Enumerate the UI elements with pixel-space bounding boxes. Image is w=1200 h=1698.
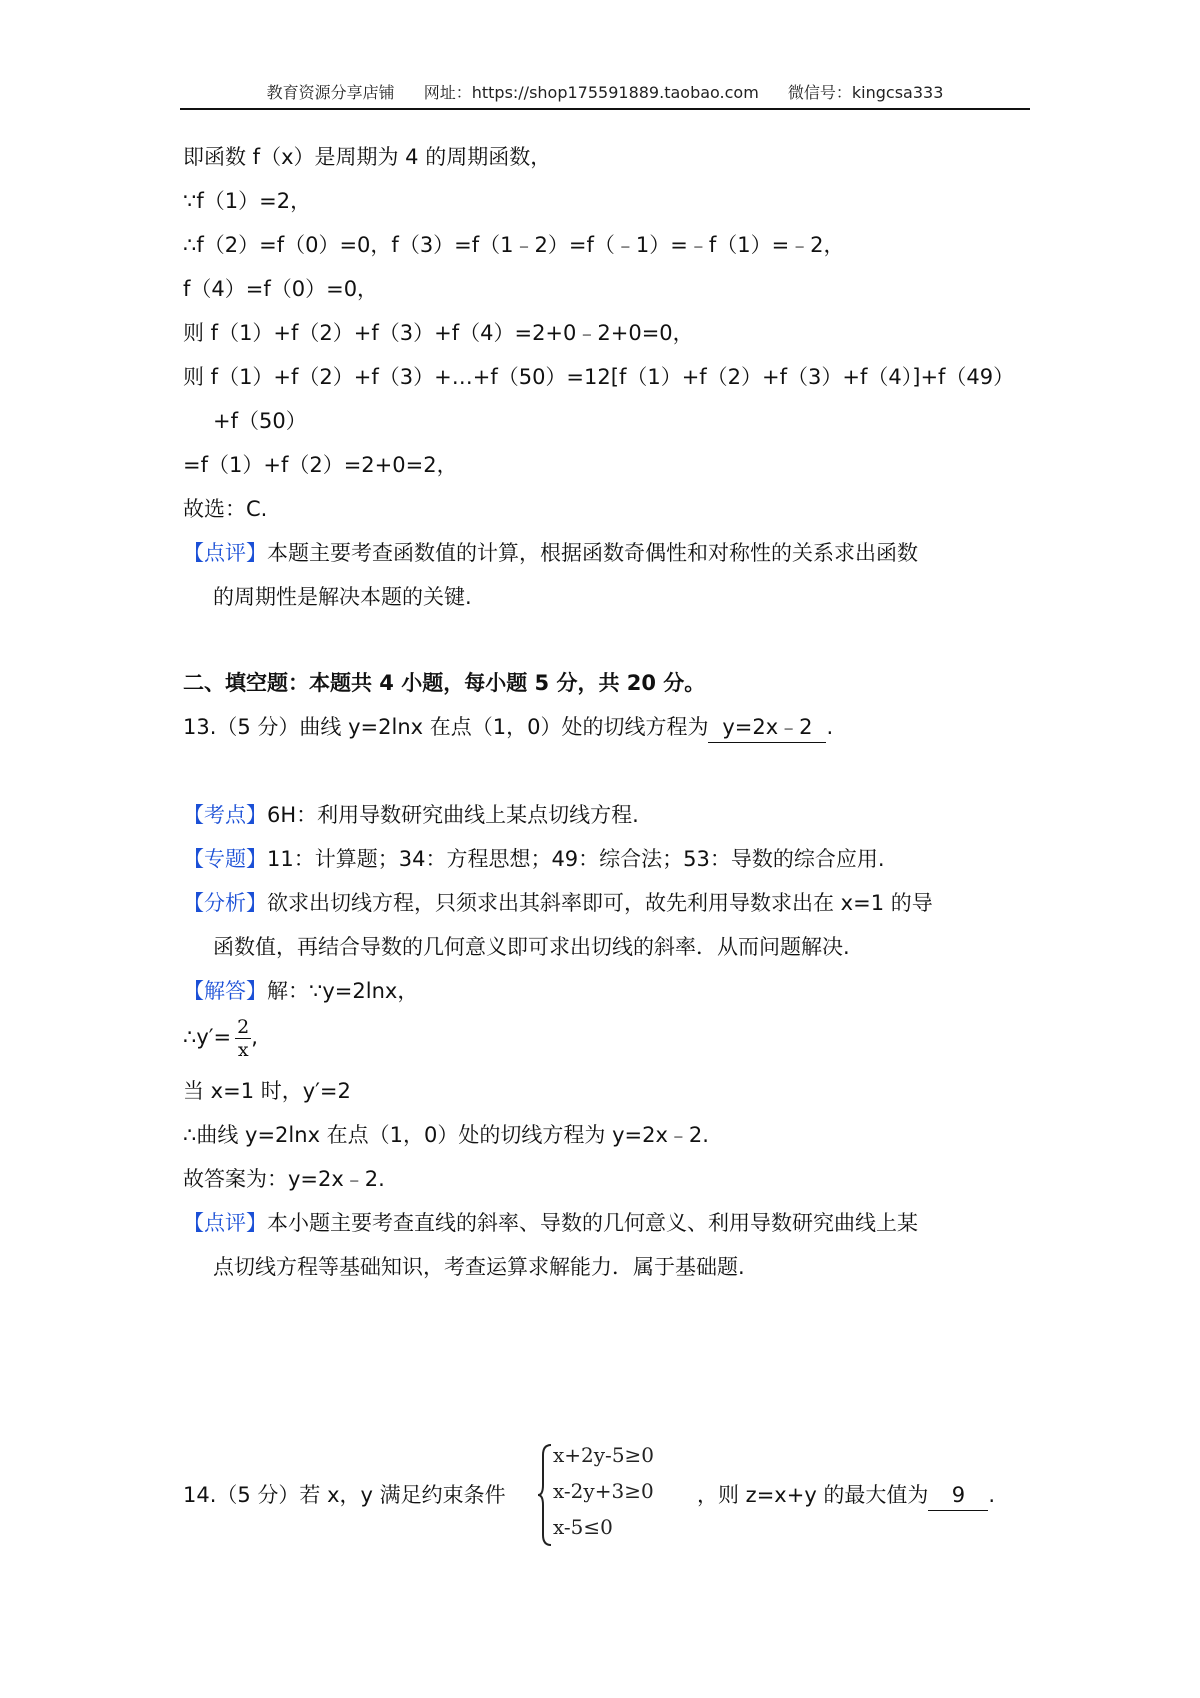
deriv-prefix: ∴y′= [183, 1025, 232, 1049]
jieda-text: 解：∵y=2lnx， [267, 979, 419, 1003]
q14-tail-text: ，则 z=x+y 的最大值为 [697, 1483, 929, 1507]
kaodian-tag: 【考点】 [183, 803, 267, 827]
q13-answer: y=2x﹣2 [708, 712, 826, 743]
q14-stem: 14.（5 分）若 x，y 满足约束条件 [183, 1483, 506, 1507]
review-block [183, 538, 918, 568]
kaodian-text: 6H：利用导数研究曲线上某点切线方程. [267, 803, 639, 827]
review-tag: 【点评】 [183, 541, 267, 565]
zhuanti-tag: 【专题】 [183, 847, 267, 871]
q13-stem: 13.（5 分）曲线 y=2lnx 在点（1，0）处的切线方程为 [183, 715, 709, 739]
solution-line: =f（1）+f（2）=2+0=2， [183, 453, 458, 477]
fraction-numerator: 2 [237, 1015, 250, 1038]
fenxi-text-cont: 函数值，再结合导数的几何意义即可求出切线的斜率．从而问题解决. [213, 935, 850, 959]
shop-url[interactable]: 网址：https://shop175591889.taobao.com [423, 83, 759, 102]
q14-tail [697, 1480, 995, 1511]
header-rule [180, 108, 1030, 110]
solution-line: f（4）=f（0）=0， [183, 277, 379, 301]
solution-line: ∴f（2）=f（0）=0，f（3）=f（1﹣2）=f（﹣1）=﹣f（1）=﹣2， [183, 233, 845, 257]
zhuanti-line [183, 844, 885, 874]
solution-step: 当 x=1 时，y′=2 [183, 1079, 351, 1103]
review-text-cont: 的周期性是解决本题的关键. [213, 585, 472, 609]
solution-step: ∴曲线 y=2lnx 在点（1，0）处的切线方程为 y=2x﹣2. [183, 1123, 709, 1147]
deriv-suffix: , [251, 1025, 258, 1049]
dianping-line [183, 1208, 918, 1238]
q14-answer: 9 [928, 1480, 988, 1511]
fenxi-line [183, 888, 933, 918]
jieda-line [183, 976, 418, 1006]
constraint-2: x-2y+3≥0 [553, 1479, 654, 1503]
fenxi-text: 欲求出切线方程，只须求出其斜率即可，故先利用导数求出在 x=1 的导 [267, 891, 933, 915]
solution-line: 则 f（1）+f（2）+f（3）+…+f（50）=12[f（1）+f（2）+f（3）+f（4）]+f（49） [183, 365, 1015, 389]
solution-line: +f（50） [213, 409, 307, 433]
section-heading: 二、填空题：本题共 4 小题，每小题 5 分，共 20 分。 [183, 671, 706, 695]
zhuanti-text: 11：计算题；34：方程思想；49：综合法；53：导数的综合应用. [267, 847, 885, 871]
constraint-system [537, 1443, 697, 1547]
constraint-3: x-5≤0 [553, 1515, 613, 1539]
shop-name: 教育资源分享店铺 [266, 83, 395, 102]
constraint-1: x+2y-5≥0 [553, 1443, 655, 1467]
dianping-tag: 【点评】 [183, 1211, 267, 1235]
review-text: 本题主要考查函数值的计算，根据函数奇偶性和对称性的关系求出函数 [267, 541, 918, 565]
dianping-text: 本小题主要考查直线的斜率、导数的几何意义、利用导数研究曲线上某 [267, 1211, 918, 1235]
kaodian-line [183, 800, 639, 830]
question-13 [183, 712, 833, 743]
left-brace-icon [537, 1443, 553, 1547]
q14-end: . [988, 1483, 996, 1507]
solution-line: ∵f（1）=2， [183, 189, 312, 213]
solution-line: 则 f（1）+f（2）+f（3）+f（4）=2+0﹣2+0=0， [183, 321, 694, 345]
wechat-id: 微信号：kingcsa333 [787, 83, 944, 102]
derivative-line [183, 1012, 258, 1062]
solution-step: 故答案为：y=2x﹣2. [183, 1167, 385, 1191]
fraction-denominator: x [237, 1038, 249, 1061]
dianping-text-cont: 点切线方程等基础知识，考查运算求解能力．属于基础题. [213, 1255, 745, 1279]
fraction [235, 1016, 251, 1061]
solution-line: 故选：C. [183, 497, 268, 521]
jieda-tag: 【解答】 [183, 979, 267, 1003]
page-header [180, 80, 1030, 103]
fenxi-tag: 【分析】 [183, 891, 267, 915]
solution-line: 即函数 f（x）是周期为 4 的周期函数， [183, 145, 552, 169]
q13-end: . [826, 715, 834, 739]
